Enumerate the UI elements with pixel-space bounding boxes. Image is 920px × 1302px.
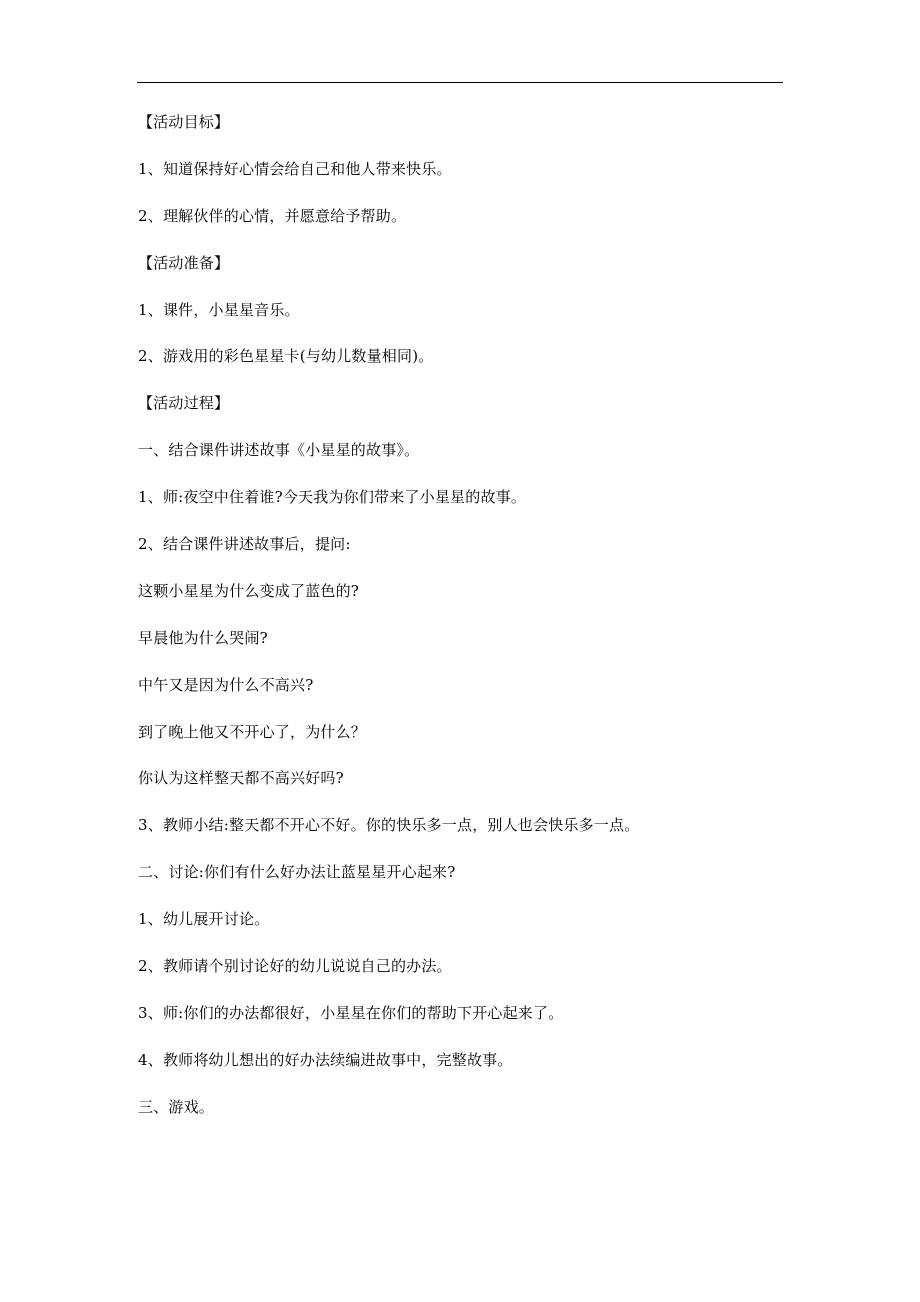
header-rule [137,82,783,83]
document-body [138,112,788,1144]
paragraph-line: 一、结合课件讲述故事《小星星的故事》。 [138,441,420,460]
paragraph-line: 三、游戏。 [138,1097,215,1116]
paragraph-line: 3、师:你们的办法都很好，小星星在你们的帮助下开心起来了。 [138,1003,564,1022]
question-line: 到了晚上他又不开心了，为什么？ [138,722,367,741]
paragraph-line: 二、讨论:你们有什么好办法让蓝星星开心起来? [138,863,456,882]
paragraph-line: 2、理解伙伴的心情，并愿意给予帮助。 [138,206,407,225]
question-line: 这颗小星星为什么变成了蓝色的? [138,581,360,600]
paragraph-line: 1、师:夜空中住着谁?今天我为你们带来了小星星的故事。 [138,488,527,507]
paragraph-line: 2、结合课件讲述故事后，提问: [138,535,351,554]
section-heading-process: 【活动过程】 [138,394,230,413]
section-heading-goals: 【活动目标】 [138,113,230,131]
question-line: 中午又是因为什么不高兴? [138,675,314,694]
paragraph-line: 2、游戏用的彩色星星卡(与幼儿数量相同)。 [138,347,434,366]
question-line: 你认为这样整天都不高兴好吗? [138,769,344,788]
paragraph-line: 3、教师小结:整天都不开心不好。你的快乐多一点，别人也会快乐多一点。 [138,816,640,835]
section-heading-preparation: 【活动准备】 [138,253,230,272]
paragraph-line: 1、幼儿展开讨论。 [138,910,270,929]
question-line: 早晨他为什么哭闹? [138,628,268,647]
paragraph-line: 1、知道保持好心情会给自己和他人带来快乐。 [138,159,452,178]
paragraph-line: 4、教师将幼儿想出的好办法续编进故事中，完整故事。 [138,1050,513,1069]
paragraph-line: 2、教师请个别讨论好的幼儿说说自己的办法。 [138,957,452,976]
paragraph-line: 1、课件，小星星音乐。 [138,300,300,319]
